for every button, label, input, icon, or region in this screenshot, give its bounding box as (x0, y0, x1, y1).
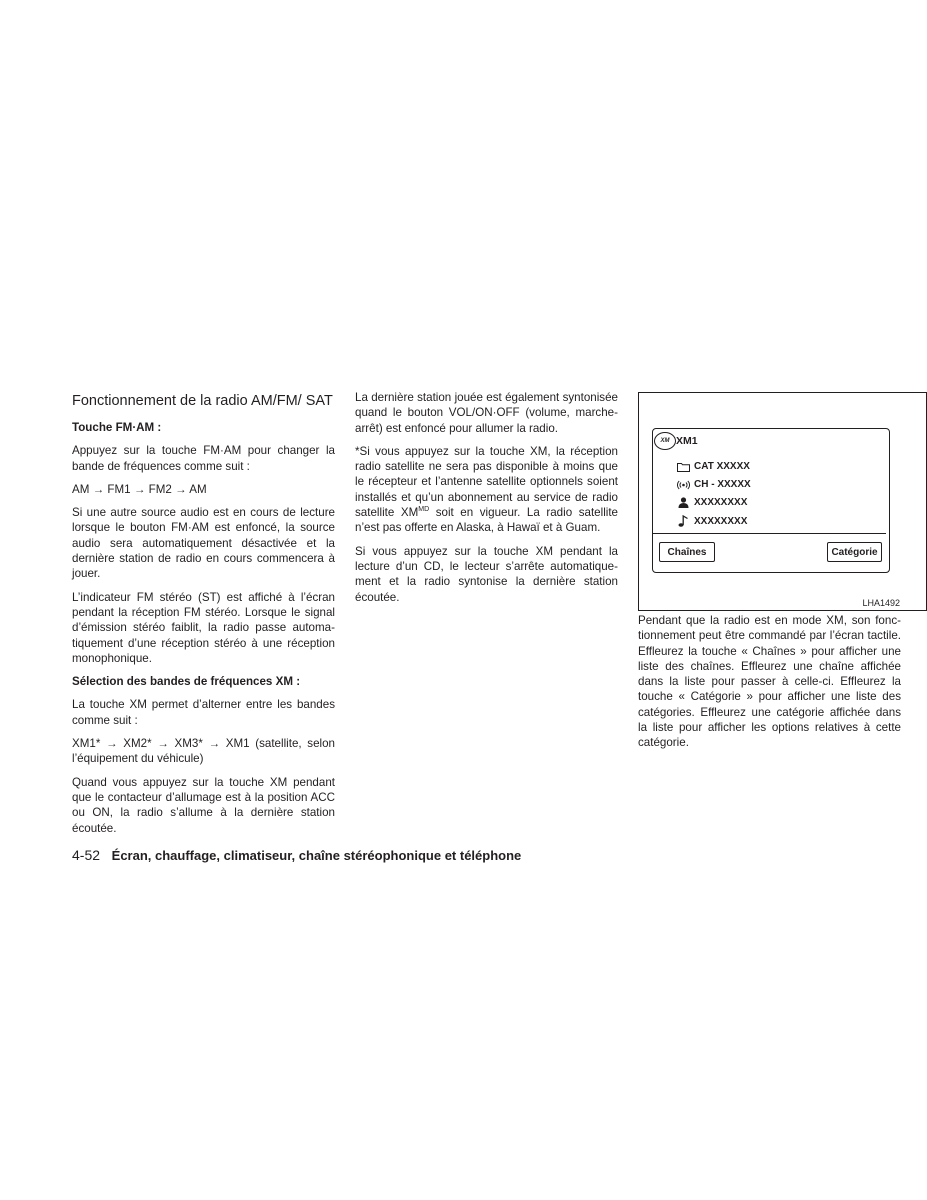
folder-icon (677, 462, 690, 472)
footnote-text-b: soit en vigueur. La radio satellite n’est pas offerte en Alaska, à Hawaï et à Guam. (355, 506, 619, 535)
channel-row (677, 479, 751, 490)
subheading-xm: Sélection des bandes de fréquences XM : (72, 675, 301, 689)
category-row (677, 461, 750, 472)
subheading-fm-am: Touche FM·AM : (72, 421, 162, 434)
figure-code: LHA1492 (862, 598, 900, 608)
screen-button-bar (653, 533, 886, 572)
paragraph: Si vous appuyez sur la touche XM pendant la lecture d’un CD, le lecteur s’arrête automatiquement et la radio syntonise la dernière station écoutée. (355, 544, 618, 604)
footnote-paragraph (355, 444, 618, 536)
band-label: XM1 (676, 435, 698, 447)
paragraph: La dernière station jouée est également syntonisée quand le bouton VOL/ON·OFF (volume, marche-arrêt) est enfoncé pour allumer la radio. (355, 391, 618, 435)
category-button[interactable]: Catégorie (827, 542, 882, 562)
footnote-text-a: *Si vous appuyez sur la touche XM, la réception radio satellite ne sera pas disponible à moins que le récepteur et l’antenne satellite optionnels soient installés et qu’un abonnement au service de radio satellite XM (355, 444, 618, 520)
paragraph: Appuyez sur la touche FM·AM pour changer la bande de fréquences comme suit : (72, 444, 335, 473)
song-row (677, 515, 747, 527)
band-sequence-xm: XM1* → XM2* → XM3* → XM1 (satellite, selon l’équipement du véhicule) (72, 737, 335, 766)
column-left (72, 392, 335, 844)
page-number: 4-52 (72, 847, 101, 863)
section-title: Fonctionnement de la radio AM/FM/ SAT (72, 393, 333, 409)
artist-row (677, 497, 747, 508)
artist-text: XXXXXXXX (694, 497, 748, 508)
paragraph: Si une autre source audio est en cours de lecture lorsque le bouton FM·AM est enfoncé, la source audio sera automatiquement désactivée et la dernière station de radio en cours commencera à jouer. (72, 506, 335, 581)
trademark-superscript: MD (418, 506, 430, 514)
xm-logo-icon: XM (654, 432, 676, 450)
paragraph: Quand vous appuyez sur la touche XM pendant que le contacteur d’allumage est à la position ACC ou ON, la radio s’allume à la dernière station écoutée. (72, 775, 335, 835)
page-footer (72, 846, 521, 865)
category-text: CAT XXXXX (694, 461, 750, 472)
broadcast-icon (677, 480, 690, 490)
band-sequence-fm: AM → FM1 → FM2 → AM (72, 482, 207, 496)
song-text: XXXXXXXX (694, 515, 748, 527)
channels-button[interactable]: Chaînes (659, 542, 715, 562)
music-note-icon (677, 515, 690, 527)
xm-screen-figure (638, 392, 927, 611)
channel-text: CH - XXXXX (694, 479, 751, 490)
paragraph: La touche XM permet d’alterner entre les bandes comme suit : (72, 698, 335, 727)
column-middle (355, 390, 618, 613)
paragraph: L’indicateur FM stéréo (ST) est affiché à l’écran pendant la réception FM stéréo. Lorsque le signal d’émission stéréo faiblit, la radio passe automatiquement d’une réception stéréo à une réception monophonique. (72, 590, 335, 665)
person-icon (677, 497, 690, 508)
chapter-title: Écran, chauffage, climatiseur, chaîne stéréophonique et téléphone (111, 848, 522, 863)
paragraph: Pendant que la radio est en mode XM, son fonctionnement peut être commandé par l’écran tactile. Effleurez la touche « Chaînes » pour afficher une liste des chaînes. Effleurez une chaîne affichée dans la liste pour passer à celle-ci. Effleurez la touche « Catégorie » pour afficher une liste des catégories. Effleurez une catégorie affichée dans la liste pour afficher les options relatives à cette catégorie. (638, 614, 901, 750)
display-screen (652, 428, 890, 573)
column-right (638, 613, 901, 759)
